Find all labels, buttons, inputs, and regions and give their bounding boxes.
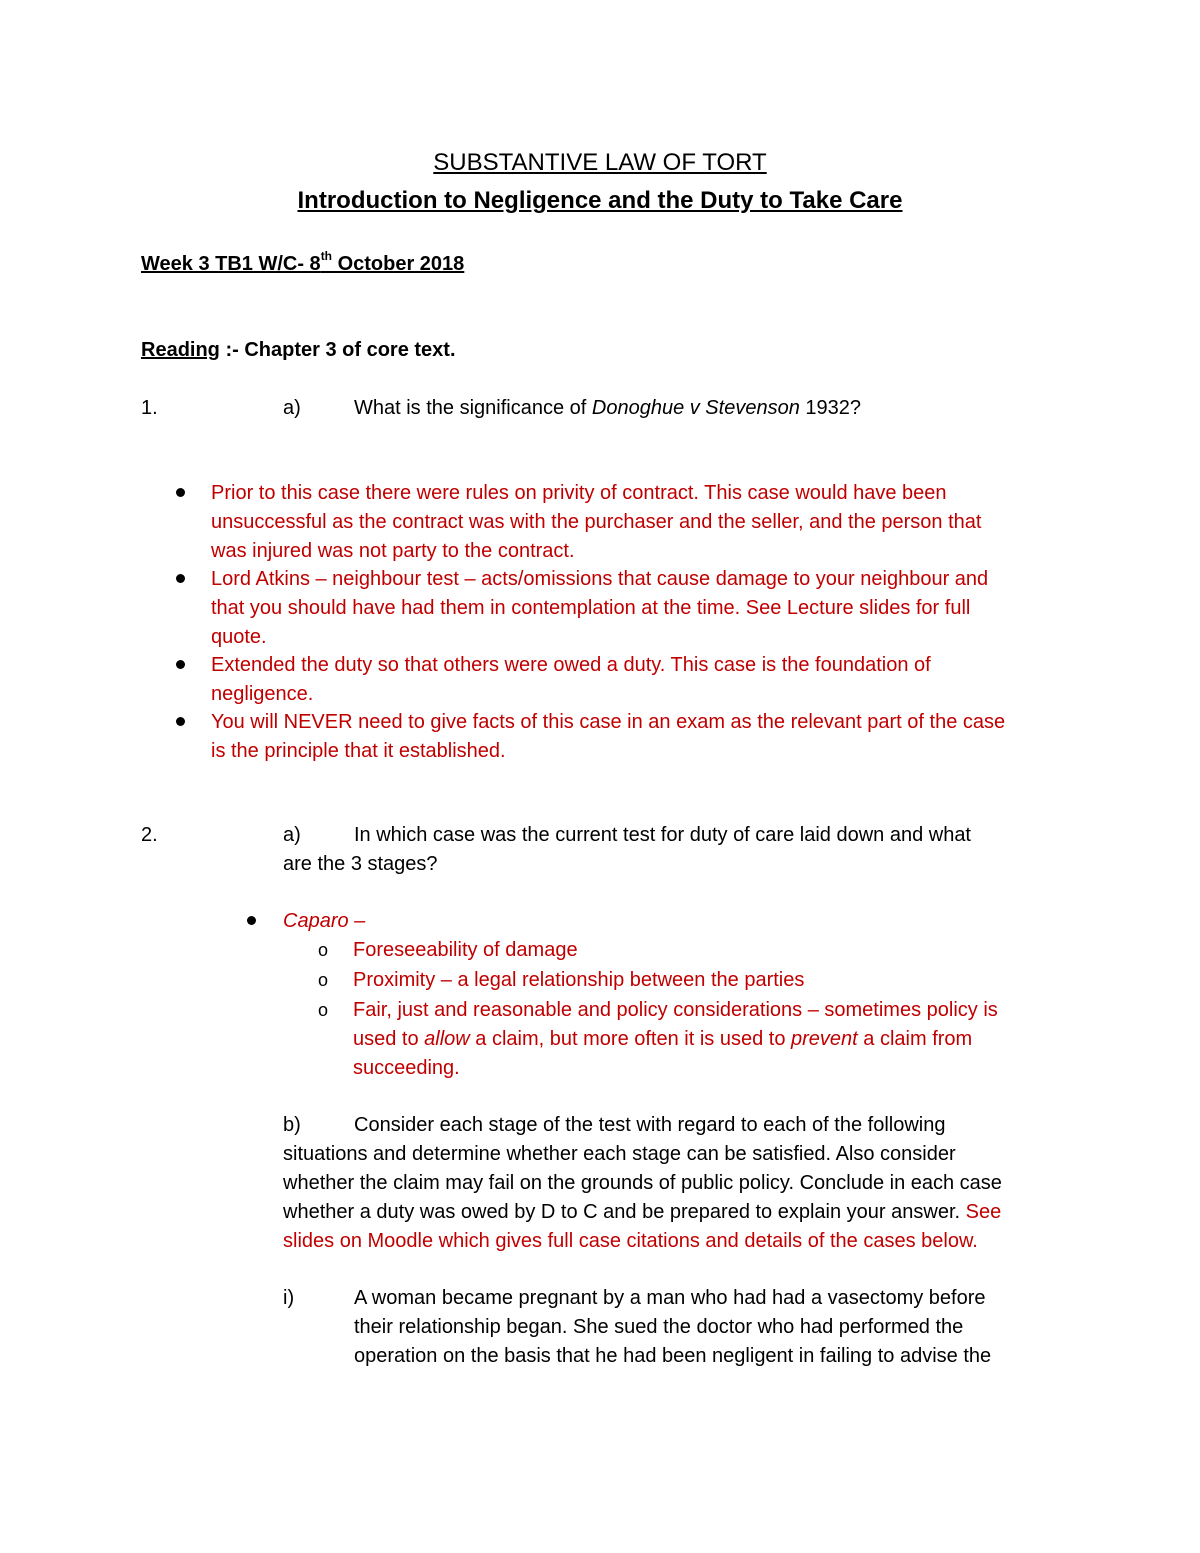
circle-bullet-icon: o [318, 970, 329, 990]
q2b-letter: b) [283, 1114, 301, 1136]
q1-question: What is the significance of Donoghue v Stevenson 1932? [354, 397, 861, 419]
q1-letter: a) [283, 397, 301, 419]
q2-question-line1: In which case was the current test for duty of care laid down and what [354, 824, 971, 846]
document-subtitle: Introduction to Negligence and the Duty to Take Care [297, 187, 903, 214]
stage-3: Fair, just and reasonable and policy considerations – sometimes policy is used to allow a claim, but more often it is used to prevent a claim from succeeding. [353, 999, 998, 1079]
q1-bullet-2: Lord Atkins – neighbour test – acts/omissions that cause damage to your neighbour and that you should have had them in contemplation at the time. See Lecture slides for full quote. [211, 568, 989, 648]
bullet-dot-icon [247, 916, 256, 925]
q2-letter: a) [283, 824, 301, 846]
q2b-body: situations and determine whether each stage can be satisfied. Also consider whether the claim may fail on the grounds of public policy. Conclude in each case whether a duty was owed by D to C and be prepared to explain your answer. See slides on Moodle which gives full case citations and details of the cases below. [283, 1143, 1002, 1252]
q1-number: 1. [141, 397, 158, 419]
q2b-i-letter: i) [283, 1287, 295, 1309]
q2-question-line2: are the 3 stages? [283, 853, 438, 875]
circle-bullet-icon: o [318, 940, 329, 960]
bullet-dot-icon [176, 717, 185, 726]
bullet-dot-icon [176, 488, 185, 497]
document-title: SUBSTANTIVE LAW OF TORT [433, 149, 767, 176]
caparo-label: Caparo – [283, 910, 366, 932]
week-line: Week 3 TB1 W/C- 8th October 2018 [141, 249, 465, 275]
circle-bullet-icon: o [318, 1000, 329, 1020]
q2b-line1: Consider each stage of the test with regard to each of the following [354, 1114, 946, 1136]
reading-line: Reading :- Chapter 3 of core text. [141, 339, 456, 361]
q1-bullet-1: Prior to this case there were rules on privity of contract. This case would have been unsuccessful as the contract was with the purchaser and the seller, and the person that was injured was not party to the contract. [211, 482, 982, 562]
stage-1: Foreseeability of damage [353, 939, 578, 961]
q2b-i-text: A woman became pregnant by a man who had had a vasectomy before their relationship began. She sued the doctor who had performed the operation on the basis that he had been negligent in failing to advise the [354, 1287, 992, 1367]
q1-bullet-3: Extended the duty so that others were owed a duty. This case is the foundation of negligence. [211, 654, 931, 705]
q1-bullet-4: You will NEVER need to give facts of this case in an exam as the relevant part of the case is the principle that it established. [211, 711, 1006, 762]
q2-number: 2. [141, 824, 158, 846]
bullet-dot-icon [176, 660, 185, 669]
stage-2: Proximity – a legal relationship between the parties [353, 969, 805, 991]
bullet-dot-icon [176, 574, 185, 583]
